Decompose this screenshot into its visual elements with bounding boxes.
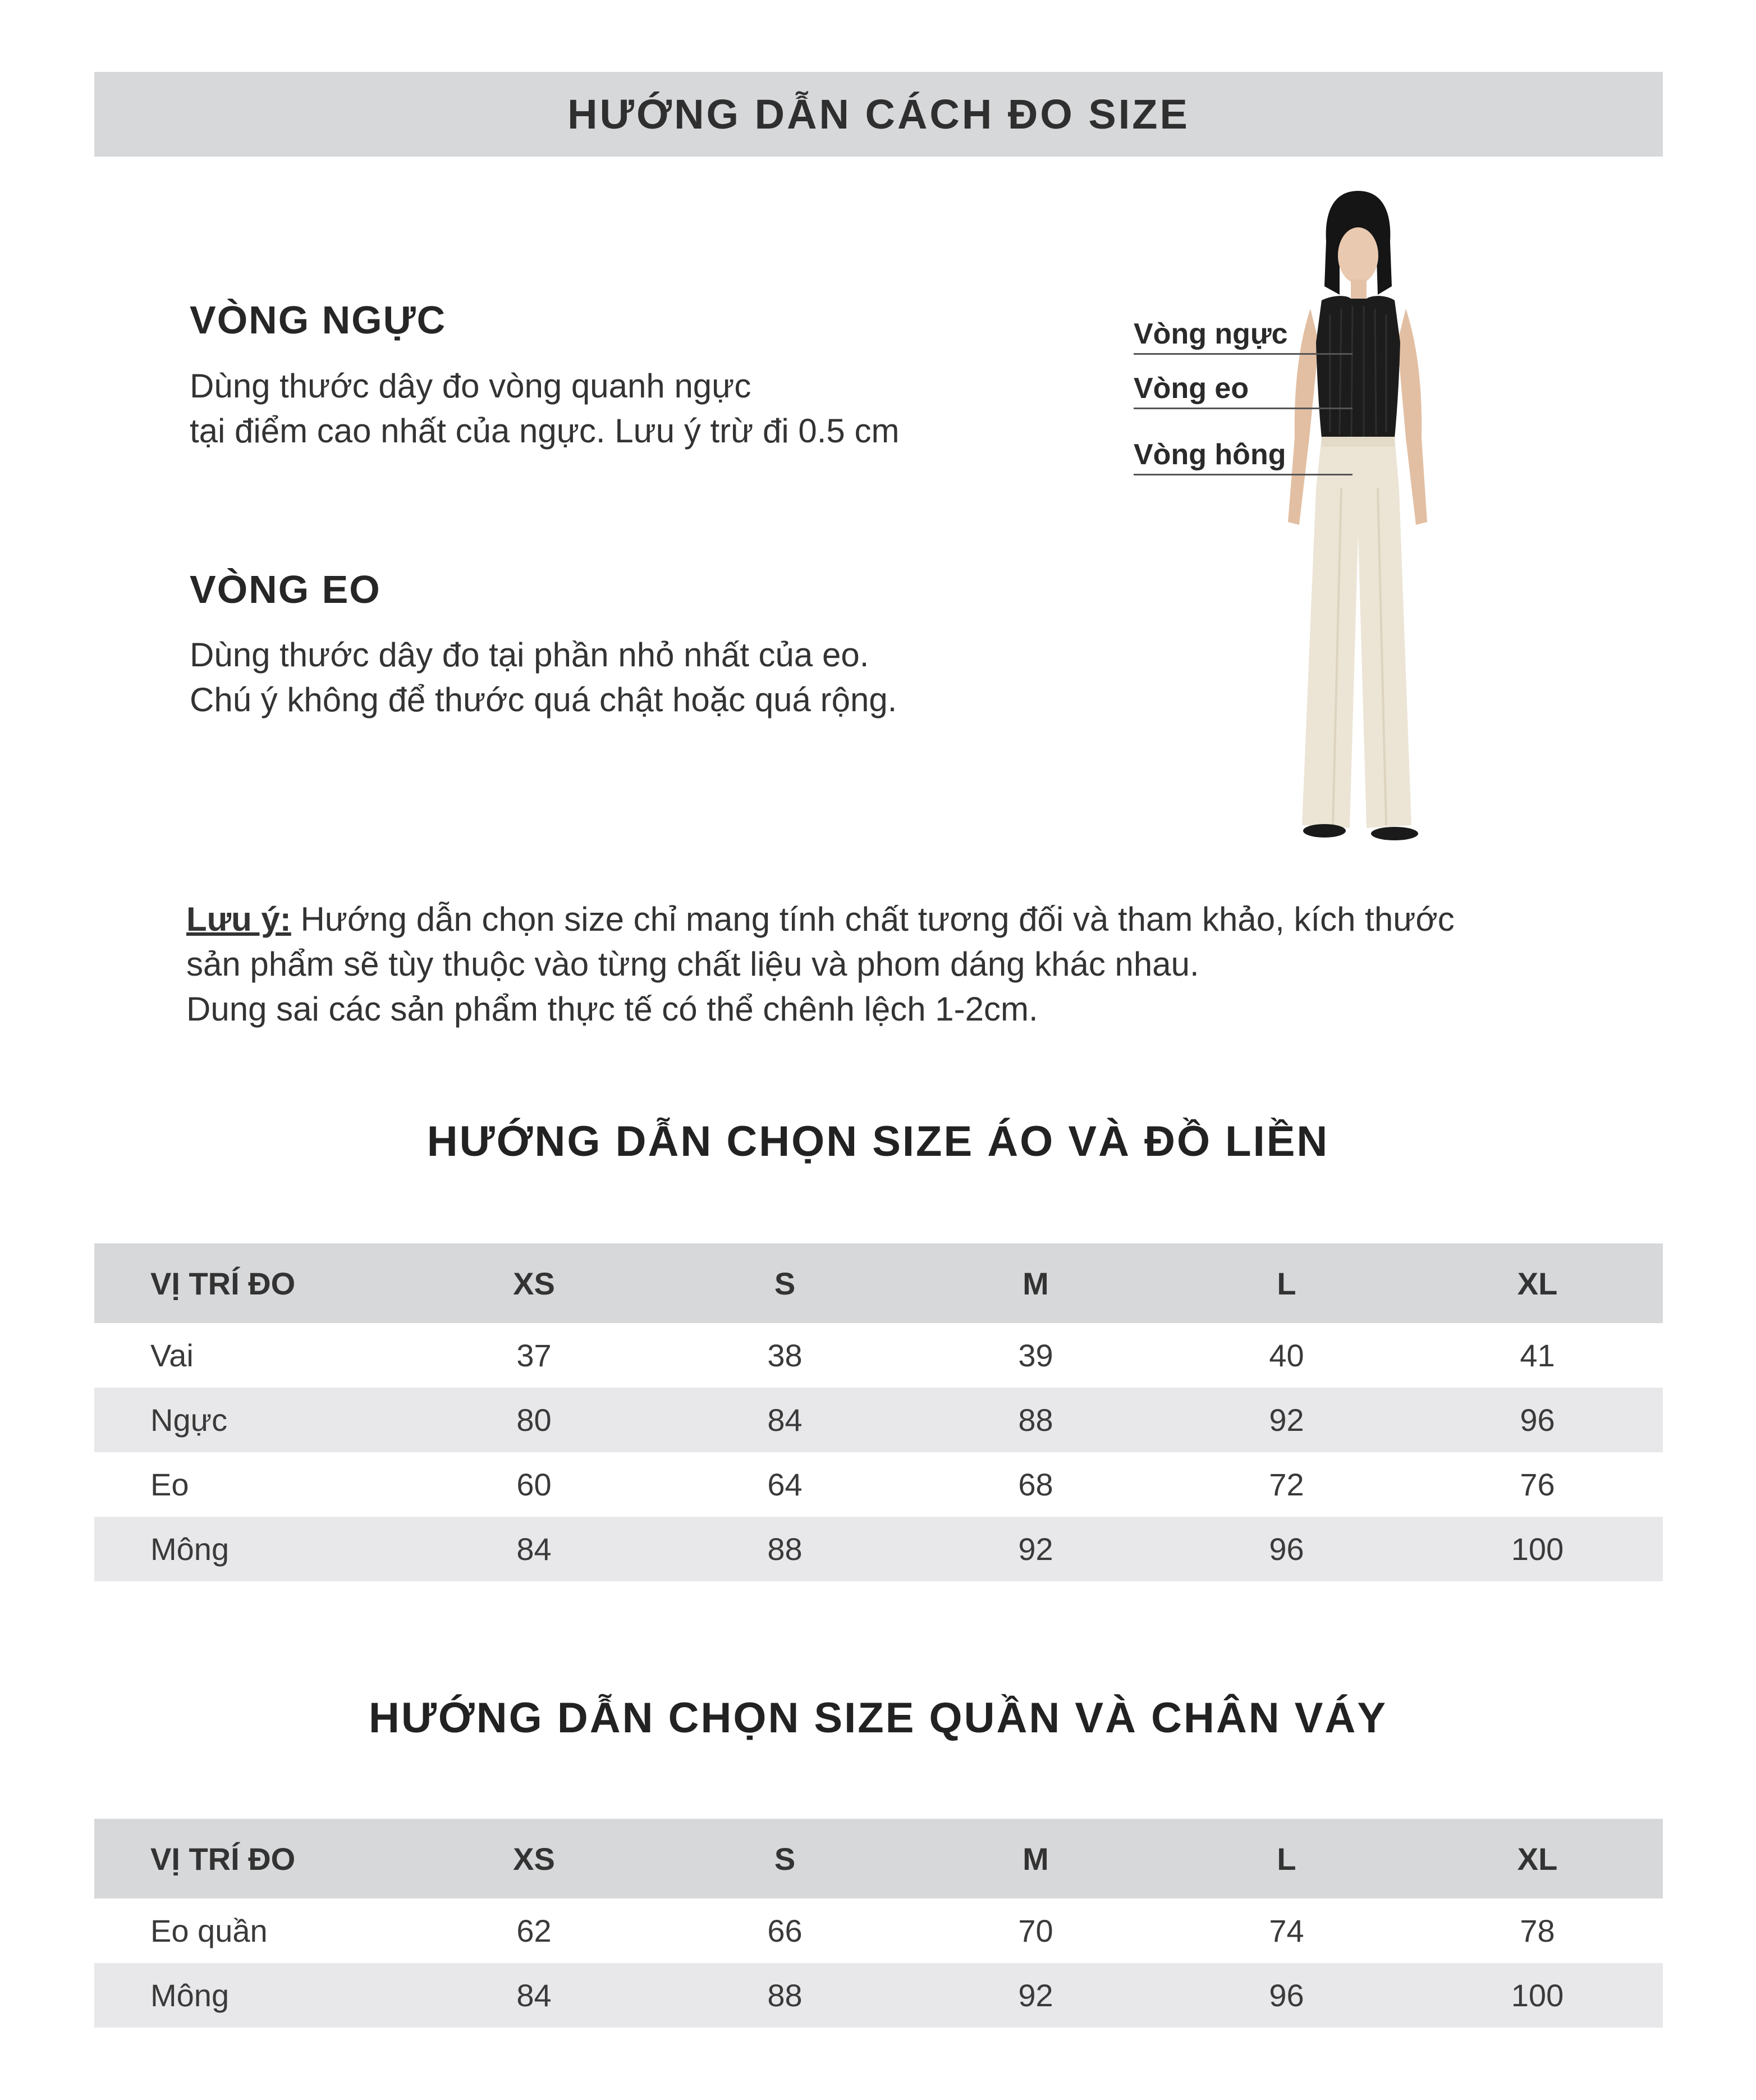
table-row — [94, 1388, 1663, 1452]
table-cell: 39 — [1018, 1338, 1053, 1373]
waist-line: Dùng thước dây đo tại phần nhỏ nhất của eo. — [190, 636, 869, 674]
col-header: XS — [409, 1243, 659, 1323]
col-header: XL — [1412, 1819, 1663, 1898]
col-header: M — [910, 1243, 1161, 1323]
table-cell: Mông — [94, 1963, 409, 2028]
tops-size-table — [94, 1243, 1663, 1581]
table-row — [94, 1517, 1663, 1581]
table-row — [94, 1963, 1663, 2028]
table-cell: Eo — [150, 1467, 189, 1502]
table-cell: 62 — [516, 1913, 552, 1948]
col-header: L — [1161, 1243, 1412, 1323]
label-hip — [1134, 438, 1352, 475]
page-title: HƯỚNG DẪN CÁCH ĐO SIZE — [567, 91, 1190, 138]
table-cell: 68 — [1018, 1467, 1053, 1502]
bust-heading: VÒNG NGỰC — [190, 298, 447, 342]
bust-line: Dùng thước dây đo vòng quanh ngực — [190, 367, 751, 405]
table-cell: 64 — [767, 1467, 803, 1502]
table-header-row — [94, 1819, 1663, 1898]
label-bust — [1134, 317, 1352, 355]
table-cell: Eo quần — [150, 1913, 268, 1948]
table-cell: Vai — [150, 1338, 194, 1373]
col-header: VỊ TRÍ ĐO — [94, 1819, 409, 1898]
table-cell: 88 — [659, 1517, 910, 1581]
table-cell: 60 — [516, 1467, 552, 1502]
table-cell: 40 — [1269, 1338, 1304, 1373]
label-waist-text: Vòng eo — [1134, 372, 1249, 405]
table-cell: 100 — [1412, 1963, 1663, 2028]
table-cell: 92 — [910, 1517, 1161, 1581]
waist-heading: VÒNG EO — [190, 568, 381, 611]
table-cell: Ngực — [94, 1388, 409, 1452]
col-header: XL — [1412, 1243, 1663, 1323]
col-header: S — [659, 1819, 910, 1898]
col-header: VỊ TRÍ ĐO — [94, 1243, 409, 1323]
tops-table-title: HƯỚNG DẪN CHỌN SIZE ÁO VÀ ĐỒ LIỀN — [427, 1118, 1329, 1165]
note-line: Hướng dẫn chọn size chỉ mang tính chất tương đối và tham khảo, kích thước — [291, 900, 1455, 938]
table-cell: 96 — [1161, 1963, 1412, 2028]
table-cell: 76 — [1520, 1467, 1555, 1502]
table-cell: 84 — [659, 1388, 910, 1452]
note-block — [186, 897, 1674, 1032]
col-header: S — [659, 1243, 910, 1323]
table-cell: 38 — [767, 1338, 803, 1373]
note-label: Lưu ý: — [186, 900, 291, 938]
bottoms-table-title: HƯỚNG DẪN CHỌN SIZE QUẦN VÀ CHÂN VÁY — [368, 1694, 1388, 1742]
label-bust-text: Vòng ngực — [1134, 318, 1288, 350]
table-cell: 78 — [1520, 1913, 1555, 1948]
table-cell: 74 — [1269, 1913, 1304, 1948]
bottoms-size-table — [94, 1819, 1663, 2028]
table-cell: 72 — [1269, 1467, 1304, 1502]
bust-line: tại điểm cao nhất của ngực. Lưu ý trừ đi 0.5 cm — [190, 412, 900, 450]
model-figure — [1131, 174, 1557, 859]
table-cell: 88 — [910, 1388, 1161, 1452]
table-cell: 37 — [516, 1338, 552, 1373]
waist-text — [190, 633, 897, 722]
note-line: Dung sai các sản phẩm thực tế có thể chênh lệch 1-2cm. — [186, 990, 1038, 1028]
table-cell: Mông — [94, 1517, 409, 1581]
label-waist — [1134, 372, 1352, 409]
table-cell: 84 — [409, 1963, 659, 2028]
table-cell: 70 — [1018, 1913, 1053, 1948]
note-line: sản phẩm sẽ tùy thuộc vào từng chất liệu và phom dáng khác nhau. — [186, 945, 1199, 983]
table-cell: 80 — [409, 1388, 659, 1452]
col-header: L — [1161, 1819, 1412, 1898]
waist-line: Chú ý không để thước quá chật hoặc quá rộng. — [190, 681, 897, 719]
table-cell: 66 — [767, 1913, 803, 1948]
bust-text — [190, 364, 899, 454]
table-row — [94, 1452, 1663, 1517]
table-cell: 96 — [1412, 1388, 1663, 1452]
table-cell: 92 — [910, 1963, 1161, 2028]
col-header: M — [910, 1819, 1161, 1898]
label-hip-text: Vòng hông — [1134, 438, 1286, 471]
table-header-row — [94, 1243, 1663, 1323]
col-header: XS — [409, 1819, 659, 1898]
table-cell: 41 — [1520, 1338, 1555, 1373]
header-banner — [94, 72, 1663, 157]
table-cell: 84 — [409, 1517, 659, 1581]
table-row — [94, 1898, 1663, 1963]
table-row — [94, 1323, 1663, 1388]
table-cell: 96 — [1161, 1517, 1412, 1581]
table-cell: 92 — [1161, 1388, 1412, 1452]
table-cell: 88 — [659, 1963, 910, 2028]
table-cell: 100 — [1412, 1517, 1663, 1581]
